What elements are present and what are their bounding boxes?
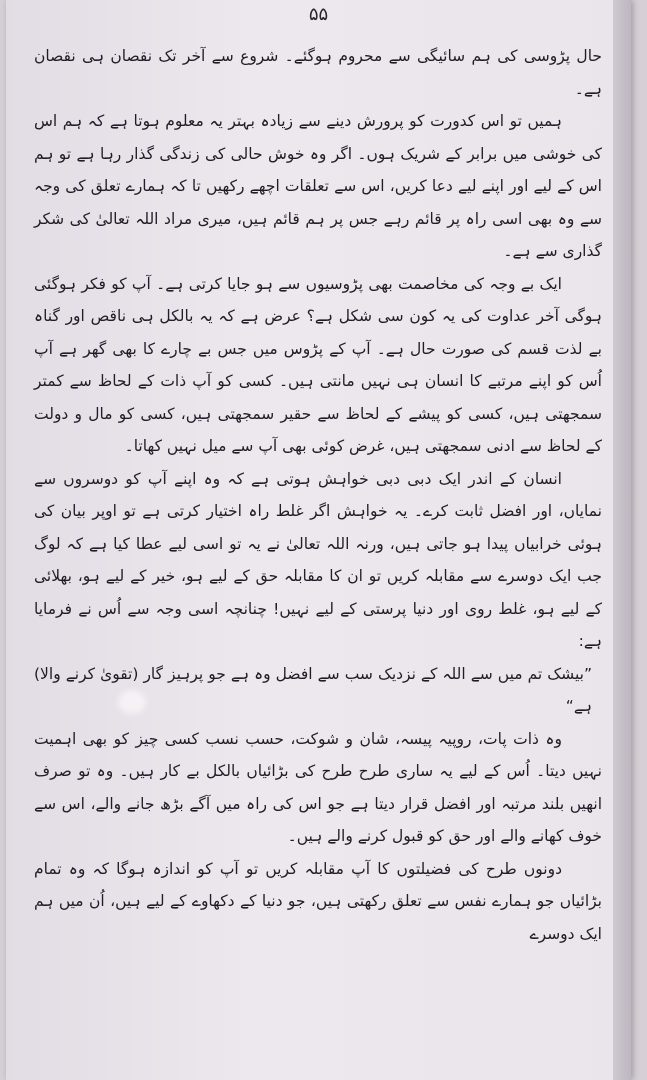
paragraph-1: حال پڑوسی کی ہم سائیگی سے محروم ہوگئے۔ شروع سے آخر تک نقصان ہی نقصان ہے۔ — [34, 47, 602, 98]
quotation: ”بیشک تم میں سے اللہ کے نزدیک سب سے افضل وہ ہے جو پرہیز گار (تقویٰ کرنے والا) ہے“ — [34, 664, 592, 715]
page-number: ۵۵ — [308, 4, 329, 25]
page-spine-shadow — [613, 0, 631, 1080]
paragraph-5: وہ ذات پات، روپیہ پیسہ، شان و شوکت، حسب نسب کسی چیز کو بھی اہمیت نہیں دیتا۔ اُس کے لیے یہ ساری طرح طرح کی بڑائیاں بالکل بے کار ہیں۔ وہ تو صرف انھیں بلند مرتبہ اور افضل قرار دیتا ہے جو اس کی راہ میں آگے بڑھ جانے والے، اس سے خوف کھانے والے اور حق کو قبول کرنے والے ہیں۔ — [34, 729, 602, 845]
paragraph-6: دونوں طرح کی فضیلتوں کا آپ مقابلہ کریں تو آپ کو اندازہ ہوگا کہ وہ تمام بڑائیاں جو ہمارے نفس سے تعلق رکھتی ہیں، جو دنیا کے دکھاوے کے لیے ہیں، اُن میں ہم ایک دوسرے — [34, 859, 602, 943]
paragraph-2: ہمیں تو اس کدورت کو پرورش دینے سے زیادہ بہتر یہ معلوم ہوتا ہے کہ ہم اس کی خوشی میں برابر کے شریک ہوں۔ اگر وہ خوش حالی کی زندگی گذار رہا ہے تو ہم اس کے لیے اور اپنے لیے دعا کریں، اس سے تعلقات اچھے رکھیں تا کہ ہمارے تعلق کی وجہ سے وہ بھی اسی راہ پر قائم رہے جس پر ہم قائم ہیں، میری مراد اللہ تعالیٰ کی شکر گذاری سے ہے۔ — [34, 112, 602, 260]
page-body — [34, 40, 602, 950]
paragraph-4: انسان کے اندر ایک دبی دبی خواہش ہوتی ہے کہ وہ اپنے آپ کو دوسروں سے نمایاں، اور افضل ثابت کرے۔ یہ خواہش اگر غلط راہ اختیار کرتی ہے تو اوپر بیان کی ہوئی خرابیاں پیدا ہو جاتی ہیں، ورنہ اللہ تعالیٰ نے یہ تو اسی لیے عطا کیا ہے کہ لوگ جب ایک دوسرے سے مقابلہ کریں تو ان کا مقابلہ حق کے لیے ہو، خیر کے لیے ہو، بھلائی کے لیے ہو، غلط روی اور دنیا پرستی کے لیے نہیں! چنانچہ اسی وجہ سے اُس نے فرمایا ہے: — [34, 469, 602, 650]
paragraph-3: ایک بے وجہ کی مخاصمت بھی پڑوسیوں سے ہو جایا کرتی ہے۔ آپ کو فکر ہوگئی ہوگی آخر عداوت کی یہ کون سی شکل ہے؟ عرض ہے کہ یہ بالکل ہی ناقص اور گناہ بے لذت قسم کی صورت حال ہے۔ آپ کے پڑوس میں جس بے چارے کا بھی گھر ہے آپ اُس کو اپنے مرتبے کا انسان ہی نہیں مانتی ہیں۔ کسی کو آپ ذات کے لحاظ سے کمتر سمجھتی ہیں، کسی کو پیشے کے لحاظ سے حقیر سمجھتی ہیں، کسی کو مال و دولت کے لحاظ سے ادنی سمجھتی ہیں، غرض کوئی بھی آپ سے میل نہیں کھاتا۔ — [34, 274, 602, 455]
book-page — [6, 0, 631, 1080]
